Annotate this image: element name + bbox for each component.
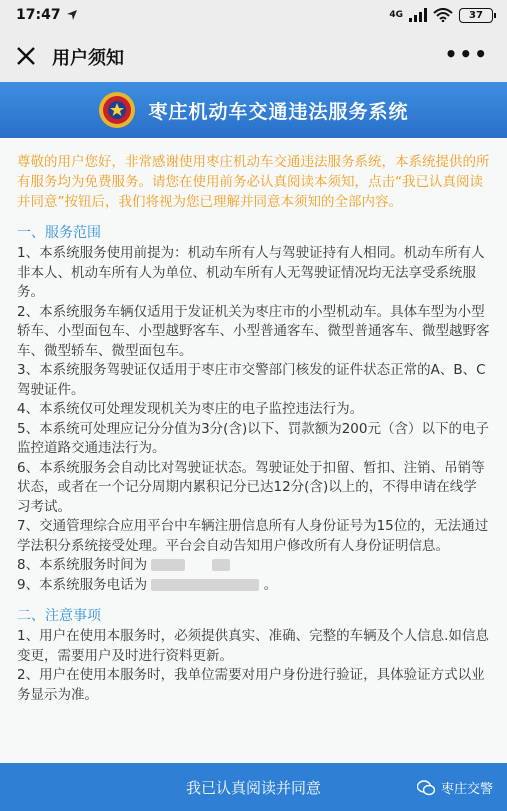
signal-icon — [409, 8, 427, 22]
list-item-service-hours — [17, 556, 490, 576]
list-item: 5、本系统可处理应记分分值为3分(含)以下、罚款额为200元（含）以下的电子监控道路交通违法行为。 — [17, 420, 489, 456]
agree-button[interactable]: 我已认真阅读并同意 — [185, 778, 321, 797]
police-emblem-icon — [98, 91, 136, 129]
service-phone-label: 9、本系统服务电话为 — [17, 576, 148, 593]
section-title-notes: 二、注意事项 — [17, 608, 101, 624]
list-item: 7、交通管理综合应用平台中车辆注册信息所有人身份证号为15位的，无法通过学法积分系统接受处理。平台会自动告知用户修改所有人身份证明信息。 — [17, 518, 489, 554]
wifi-icon — [433, 8, 453, 22]
list-item: 2、本系统服务车辆仅适用于发证机关为枣庄市的小型机动车。具体车型为小型轿车、小型面包车、小型越野客车、小型普通客车、微型普通客车、微型越野客车、微型轿车、微型面包车。 — [17, 303, 490, 359]
list-item: 6、本系统服务会自动比对驾驶证状态。驾驶证处于扣留、暂扣、注销、吊销等状态，或者在一个记分周期内累积记分已达12分(含)以上的，不得申请在线学习考试。 — [17, 459, 485, 515]
list-item-service-phone — [17, 576, 490, 596]
service-phone-suffix: 。 — [263, 576, 278, 593]
banner-title: 枣庄机动车交通违法服务系统 — [148, 100, 409, 123]
status-indicators — [389, 7, 493, 23]
notice-content[interactable] — [0, 138, 507, 763]
nav-bar — [0, 30, 507, 82]
list-item: 3、本系统服务驾驶证仅适用于枣庄市交警部门核发的证件状态正常的A、B、C驾驶证件。 — [17, 362, 486, 398]
redacted-text — [151, 579, 259, 591]
list-item: 1、本系统服务使用前提为：机动车所有人与驾驶证持有人相同。机动车所有人非本人、机动车所有人为单位、机动车所有人无驾驶证情况均无法享受系统服务。 — [17, 245, 485, 300]
more-options-icon[interactable]: ••• — [444, 42, 489, 66]
status-time: 17:47 — [16, 7, 61, 23]
redacted-text — [151, 559, 185, 571]
redacted-text — [212, 559, 230, 571]
service-hours-label: 8、本系统服务时间为 — [17, 557, 148, 573]
page-title: 用户须知 — [52, 48, 124, 69]
watermark-text: 枣庄交警 — [440, 782, 493, 797]
wechat-icon — [417, 780, 435, 796]
watermark — [417, 778, 493, 797]
intro-paragraph: 尊敬的用户您好，非常感谢使用枣庄机动车交通违法服务系统，本系统提供的所有服务均为免费服务。请您在使用前务必认真阅读本须知，点击“我已认真阅读并同意”按钮后，我们将视为您已理解并同意本须知的全部内容。 — [17, 154, 490, 210]
close-icon[interactable] — [14, 44, 38, 68]
list-item: 1、用户在使用本服务时，必须提供真实、准确、完整的车辆及个人信息.如信息变更，需要用户及时进行资料更新。 — [17, 628, 489, 664]
list-item: 2、用户在使用本服务时，我单位需要对用户身份进行验证，具体验证方式以业务显示为准。 — [17, 667, 485, 703]
footer-bar — [0, 763, 507, 811]
battery-icon: 37 — [459, 8, 493, 23]
list-item: 4、本系统仅可处理发现机关为枣庄的电子监控违法行为。 — [17, 401, 364, 417]
network-label: 4G — [389, 10, 403, 20]
location-icon — [66, 9, 78, 21]
section-title-scope: 一、服务范围 — [17, 225, 101, 241]
system-banner — [0, 82, 507, 138]
status-bar — [0, 0, 507, 30]
